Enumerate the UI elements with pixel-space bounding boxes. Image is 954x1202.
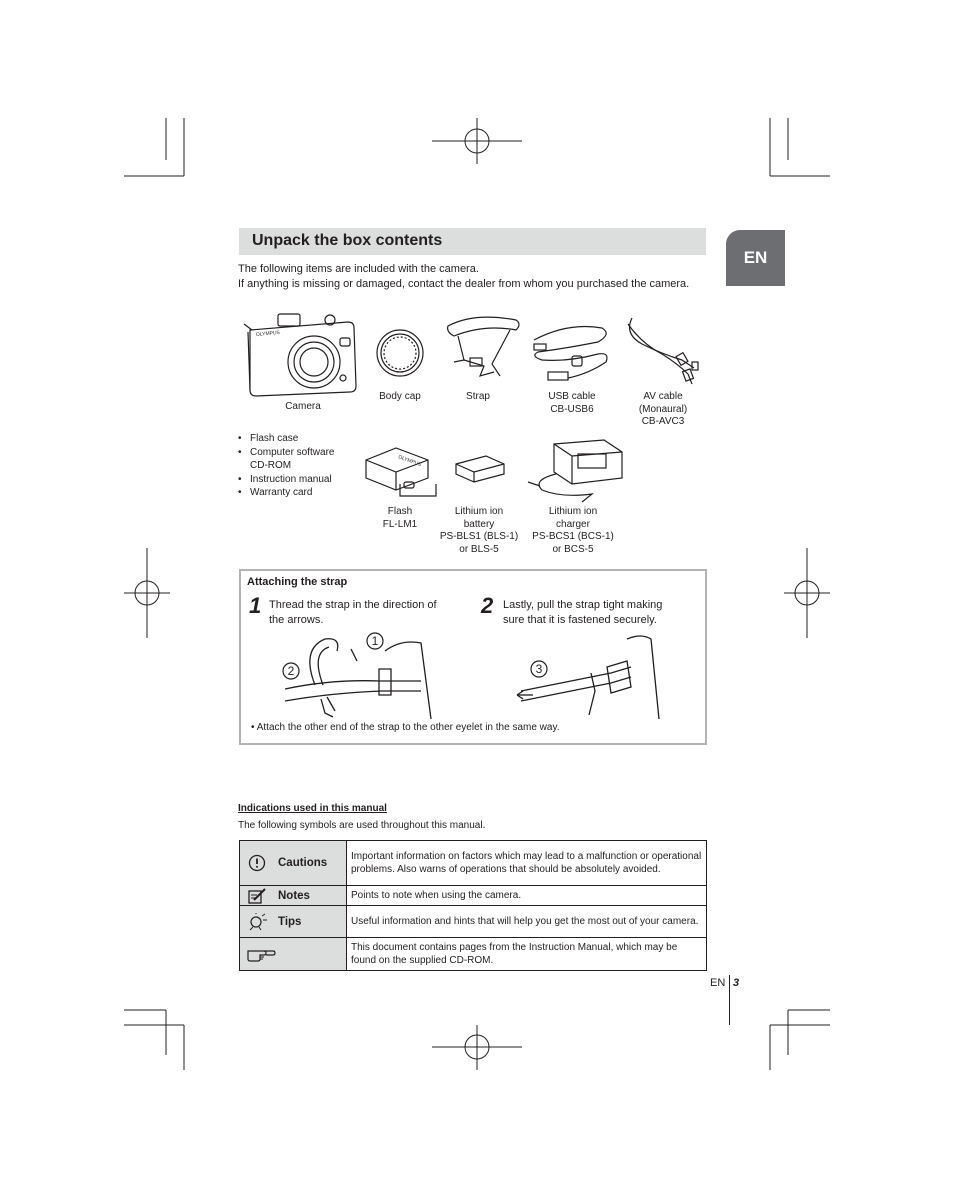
svg-text:OLYMPUS: OLYMPUS bbox=[397, 454, 423, 469]
usb-cable-illustration bbox=[528, 318, 614, 386]
table-label-cell bbox=[240, 886, 347, 906]
flash-caption bbox=[360, 506, 440, 531]
strap-illustration bbox=[444, 314, 522, 390]
footer-divider bbox=[729, 975, 730, 1025]
body-cap-caption bbox=[360, 391, 440, 404]
usb-cable-caption bbox=[532, 391, 612, 416]
reference-description: This document contains pages from the Instruction Manual, which may be found on the supplied CD-ROM. bbox=[347, 938, 707, 971]
battery-illustration bbox=[452, 452, 506, 484]
step-2-text bbox=[503, 598, 662, 628]
table-label-cell bbox=[240, 938, 347, 971]
strap-note: • Attach the other end of the strap to the other eyelet in the same way. bbox=[251, 722, 560, 733]
list-item-text: CD-ROM bbox=[250, 460, 292, 471]
page-number: 3 bbox=[733, 977, 740, 989]
cautions-description: Important information on factors which may lead to a malfunction or operational problems. Also warns of operations that should be absolutely avoided. bbox=[347, 841, 707, 886]
step-text-line: the arrows. bbox=[269, 614, 324, 626]
cautions-label: Cautions bbox=[278, 857, 328, 869]
callout-2: 2 bbox=[287, 664, 295, 678]
table-row bbox=[240, 841, 707, 886]
table-label-cell bbox=[240, 841, 347, 886]
list-item: • Warranty card bbox=[238, 486, 334, 500]
step-2-number: 2 bbox=[481, 593, 494, 618]
strap-box-title: Attaching the strap bbox=[247, 576, 348, 588]
table-row bbox=[240, 938, 707, 971]
tips-label: Tips bbox=[278, 915, 302, 928]
av-cable-caption bbox=[623, 391, 703, 429]
indications-heading: Indications used in this manual bbox=[238, 803, 387, 814]
step-2-illustration bbox=[511, 631, 671, 723]
callout-1: 1 bbox=[371, 634, 379, 648]
av-cable-illustration bbox=[622, 314, 700, 388]
charger-illustration bbox=[522, 436, 626, 506]
caption-line: (Monaural) bbox=[638, 403, 688, 415]
tips-icon bbox=[246, 913, 268, 931]
step-1-text bbox=[269, 598, 437, 628]
section-header bbox=[239, 228, 706, 255]
battery-caption bbox=[434, 506, 524, 556]
caption-line: Lithium ion bbox=[454, 506, 504, 517]
flash-illustration bbox=[360, 444, 440, 502]
caption-line: charger bbox=[556, 518, 590, 530]
caption-line: FL-LM1 bbox=[382, 518, 418, 530]
tips-description: Useful information and hints that will help you get the most out of your camera. bbox=[347, 906, 707, 938]
caption-line: Body cap bbox=[379, 391, 421, 402]
charger-caption bbox=[526, 506, 620, 556]
footer-language: EN bbox=[710, 977, 726, 989]
caption-line: or BCS-5 bbox=[552, 543, 594, 555]
symbols-table bbox=[239, 840, 707, 971]
caption-line: CB-AVC3 bbox=[641, 416, 685, 427]
cautions-icon bbox=[246, 854, 268, 872]
indications-intro: The following symbols are used throughout this manual. bbox=[238, 820, 486, 831]
caption-line: PS-BLS1 (BLS-1) bbox=[439, 531, 519, 542]
caption-line: Lithium ion bbox=[548, 506, 598, 517]
list-item: • Flash case bbox=[238, 432, 334, 446]
language-tab: EN bbox=[726, 230, 785, 286]
step-text-line: Thread the strap in the direction of bbox=[269, 599, 437, 611]
pointing-hand-icon bbox=[246, 945, 276, 963]
attaching-strap-box bbox=[239, 569, 707, 745]
step-1-illustration bbox=[281, 629, 441, 721]
caption-line: USB cable bbox=[548, 391, 596, 402]
caption-line: Flash bbox=[387, 506, 413, 517]
list-item bbox=[238, 446, 334, 473]
intro-line-2: If anything is missing or damaged, contact the dealer from whom you purchased the camera. bbox=[238, 278, 690, 290]
notes-description: Points to note when using the camera. bbox=[347, 886, 707, 906]
list-item-text: Computer software bbox=[250, 446, 335, 458]
camera-illustration bbox=[238, 308, 366, 400]
caption-line: Camera bbox=[285, 401, 321, 412]
caption-line: Strap bbox=[466, 391, 490, 402]
notes-label: Notes bbox=[278, 889, 310, 902]
callout-3: 3 bbox=[535, 662, 543, 676]
intro-line-1: The following items are included with the camera. bbox=[238, 263, 479, 275]
caption-line: or BLS-5 bbox=[459, 543, 499, 555]
step-text-line: sure that it is fastened securely. bbox=[503, 614, 657, 626]
caption-line: CB-USB6 bbox=[550, 403, 594, 415]
notes-icon bbox=[246, 887, 268, 905]
svg-text:OLYMPUS: OLYMPUS bbox=[255, 329, 281, 338]
caption-line: battery bbox=[463, 518, 495, 530]
other-items-list bbox=[238, 432, 334, 500]
table-row bbox=[240, 886, 707, 906]
camera-caption bbox=[263, 401, 343, 414]
intro-text bbox=[238, 262, 708, 292]
step-text-line: Lastly, pull the strap tight making bbox=[503, 599, 663, 611]
table-row bbox=[240, 906, 707, 938]
strap-caption bbox=[438, 391, 518, 404]
section-title: Unpack the box contents bbox=[252, 232, 443, 249]
list-item: • Instruction manual bbox=[238, 473, 334, 487]
body-cap-illustration bbox=[374, 328, 426, 378]
caption-line: PS-BCS1 (BCS-1) bbox=[532, 531, 614, 542]
table-label-cell bbox=[240, 906, 347, 938]
caption-line: AV cable bbox=[643, 391, 683, 402]
step-1-number: 1 bbox=[249, 593, 262, 618]
